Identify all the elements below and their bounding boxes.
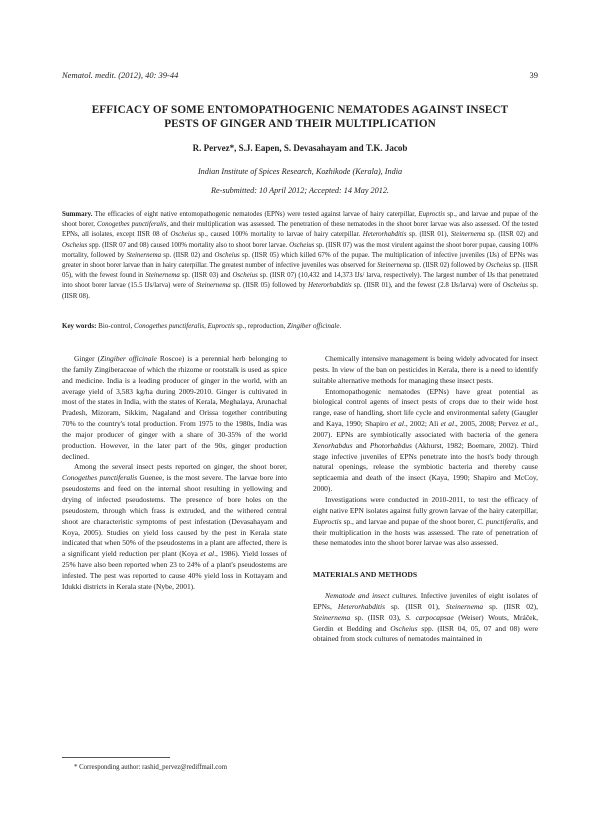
journal-reference: Nematol. medit. (2012), 40: 39-44 bbox=[62, 70, 179, 80]
abstract-summary: Summary. The efficacies of eight native entomopathogenic nematodes (EPNs) were tested against larvae of hairy caterpillar, Euproctis sp., and larvae and pupae of the shoot borer, Conogethes punctiferalis, and their multiplication was assessed. The penetration of these nematodes in the shoot borer larvae was also assessed. Of the tested EPNs, all isolates, except IISR 08 of Oscheius sp., caused 100% mortality to larvae of hairy caterpillar. Heterorhabditis sp. (IISR 01), Steinernema sp. (IISR 02) and Oscheius spp. (IISR 07 and 08) caused 100% mortality also to shoot borer larvae. Oscheius sp. (IISR 07) was the most virulent against the shoot borer pupae, causing 100% mortality, followed by Steinernema sp. (IISR 02) and Oscheius sp. (IISR 05) which killed 67% of the pupae. The multiplication of infective juveniles (IJs) of EPNs was greater in shoot borer larvae than in hairy caterpillar. The greatest number of infective juveniles was observed for Steinernema sp. (IISR 02) followed by Oscheius sp. (IISR 05), with the fewest found in Steinernema sp. (IISR 03) and Oscheius sp. (IISR 07) (10,432 and 14,373 IJs/ larva, respectively). The largest number of IJs that penetrated into shoot borer larvae (15.5 IJs/larva) were of Steinernema sp. (IISR 05) followed by Heterorhabditis sp. (IISR 01), and the fewest (2.8 IJs/larva) were of Oscheius sp. (IISR 08). bbox=[62, 211, 539, 300]
right-column bbox=[313, 354, 538, 645]
title-line-1: EFFICACY OF SOME ENTOMOPATHOGENIC NEMATODES AGAINST INSECT bbox=[91, 104, 509, 116]
section-heading: MATERIALS AND METHODS bbox=[313, 570, 418, 580]
page-number: 39 bbox=[529, 70, 538, 80]
keywords: Key words: Bio-control, Conogethes punctiferalis, Euproctis sp., reproduction, Zingiber officinale. bbox=[62, 322, 342, 330]
paragraph-pests: Among the several insect pests reported on ginger, the shoot borer, Conogethes punctiferalis Guenee, is the most severe. The larvae bore into pseudostems and feed on the internal shoot resulting in yellowing and drying of infected pseudostems. The presence of bore holes on the pseudostem, through which frass is extruded, and the withered central shoot are characteristic symptoms of pest infestation (Devasahayam and Koya, 2005). Studies on yield loss caused by the pest in Kerala state indicated that when 50% of the pseudostems in a plant are affected, there is a significant yield reduction per plant (Koya et al., 1986). Yield losses of 25% have also been reported when 23 to 24% of a plant's pseudostems are infested. The pest was reported to cause 40% yield loss in Kottayam and Idukki districts in Kerala state (Nybe, 2001). bbox=[62, 462, 288, 591]
paragraph-investigation: Investigations were conducted in 2010-2011, to test the efficacy of eight native EPN isolates against fully grown larvae of the hairy caterpillar, Euproctis sp., and larvae and pupae of the shoot borer, C. punctiferalis, and their multiplication in the hosts was assessed. The rate of penetration of these nematodes into the shoot borer larvae was also assessed. bbox=[313, 494, 539, 548]
title-line-2: PESTS OF GINGER AND THEIR MULTIPLICATION bbox=[164, 118, 436, 130]
summary-label: Summary. bbox=[62, 211, 93, 218]
paragraph-management: Chemically intensive management is being widely advocated for insect pests. In view of the ban on pesticides in Kerala, there is a need to identify suitable alternative methods for managing these insect pests. bbox=[313, 354, 538, 385]
paragraph-intro: Ginger (Zingiber officinale Roscoe) is a perennial herb belonging to the family Zingiberaceae of which the rhizome or rootstalk is used as spice and medicine. India is a leading producer of ginger in the world, with an average yield of 3,583 kg/ha during 2009-2010. Ginger is cultivated in most of the states in India, with the states of Kerala, Meghalaya, Arunachal Pradesh, Mizoram, Sikkim, Nagaland and Orissa together contributing 70% to the country's total production. From 1975 to the 1980s, India was the major producer of ginger with a share of 30-35% of the world production. However, in the later part of the 90s, ginger production declined. bbox=[62, 354, 287, 461]
corresponding-author-footnote: * Corresponding author: rashid_pervez@rediffmail.com bbox=[74, 764, 227, 771]
paragraph-epn: Entomopathogenic nematodes (EPNs) have great potential as biological control agents of insect pests of crops due to their wide host range, ease of handling, short life cycle and environmental safety (Gaugler and Kaya, 1990; Shapiro et al., 2002; Ali et al., 2005, 2008; Pervez et al., 2007). EPNs are symbiotically associated with bacteria of the genera Xenorhabdus and Photorhabdus (Akhurst, 1982; Boemare, 2002). Third stage infective juveniles of EPNs penetrate into the host's body through natural openings, release the symbiotic bacteria and thereby cause septicaemia and death of the insect (Kaya, 1990; Shapiro and McCoy, 2000). bbox=[313, 386, 539, 494]
left-column bbox=[62, 354, 287, 593]
paragraph-methods: Nematode and insect cultures. Infective juveniles of eight isolates of EPNs, Heterorhabditis sp. (IISR 01), Steinernema sp. (IISR 02), Steinernema sp. (IISR 03), S. carpocapsae (Weiser) Wouts, Mráček, Gerdin et Bedding and Oscheius spp. (IISR 04, 05, 07 and 08) were obtained from stock cultures of nematodes maintained in bbox=[313, 591, 539, 644]
footnote-divider bbox=[62, 757, 170, 758]
affiliation: Indian Institute of Spices Research, Kozhikode (Kerala), India bbox=[197, 167, 403, 176]
submission-dates: Re-submitted: 10 April 2012; Accepted: 14 May 2012. bbox=[211, 186, 389, 195]
keywords-label: Key words: bbox=[62, 322, 97, 330]
article-title bbox=[62, 103, 538, 131]
authors: R. Pervez*, S.J. Eapen, S. Devasahayam and T.K. Jacob bbox=[192, 143, 408, 153]
